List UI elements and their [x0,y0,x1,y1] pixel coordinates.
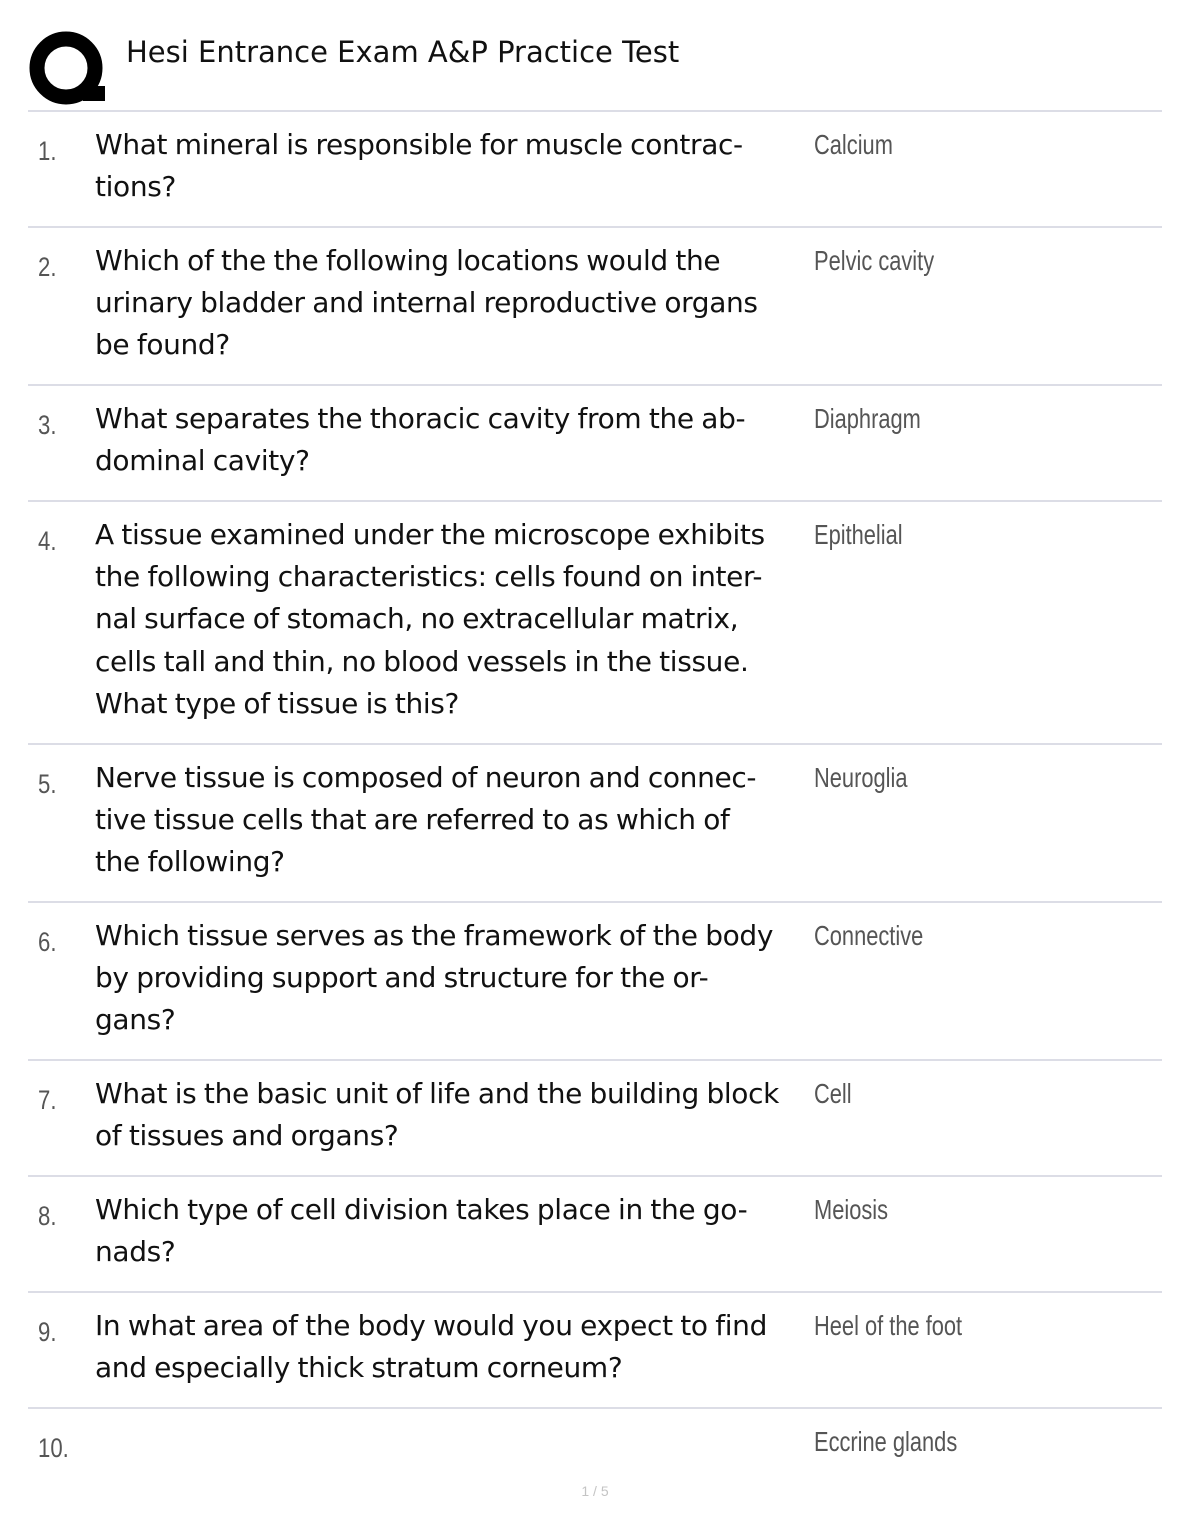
qa-item [28,1177,1162,1293]
answer-text: Epithelial [814,519,903,550]
question-text: Which of the the following locations would the urinary bladder and internal reproductive organs be found? [95,244,758,362]
answer-text: Eccrine glands [814,1426,958,1457]
question-number: 3. [38,410,57,440]
question-text: Which type of cell division takes place in the go- nads? [95,1193,748,1269]
qa-item [28,228,1162,386]
question-number: 10. [38,1433,69,1463]
page-number: 1 / 5 [581,1483,609,1499]
answer-text: Pelvic cavity [814,245,935,276]
question-answer-list [28,112,1162,1479]
question-number: 8. [38,1201,57,1231]
question-text: Which tissue serves as the framework of the body by providing support and structure for the or- gans? [95,919,774,1037]
answer-text: Neuroglia [814,762,908,793]
qa-item [28,1409,1162,1479]
qa-item [28,502,1162,745]
question-text: What separates the thoracic cavity from the ab- dominal cavity? [95,402,746,478]
qa-item [28,745,1162,903]
quizlet-q-logo-icon [28,30,108,110]
question-text: A tissue examined under the microscope exhibits the following characteristics: cells found on inter- nal surface of stomach, no extracellular matrix, cells tall and thin, no blood vessels in the tissue. What type of tissue is this? [95,518,765,720]
answer-text: Connective [814,920,924,951]
question-text: What mineral is responsible for muscle contrac- tions? [95,128,743,204]
question-text: Nerve tissue is composed of neuron and connec- tive tissue cells that are referred to as which of the following? [95,761,757,879]
question-number: 6. [38,927,57,957]
question-number: 7. [38,1085,57,1115]
qa-item [28,1293,1162,1409]
question-number: 4. [38,526,57,556]
qa-item [28,112,1162,228]
question-number: 9. [38,1317,57,1347]
question-number: 5. [38,769,57,799]
question-text: In what area of the body would you expect to find and especially thick stratum corneum? [95,1309,767,1385]
qa-item [28,386,1162,502]
question-number: 2. [38,252,57,282]
document-title: Hesi Entrance Exam A&P Practice Test [126,35,680,69]
answer-text: Diaphragm [814,403,921,434]
answer-text: Heel of the foot [814,1310,963,1341]
document-header [28,28,1162,112]
answer-text: Calcium [814,129,893,160]
qa-item [28,1061,1162,1177]
question-number: 1. [38,136,57,166]
answer-text: Cell [814,1078,852,1109]
qa-item [28,903,1162,1061]
answer-text: Meiosis [814,1194,889,1225]
question-text: What is the basic unit of life and the building block of tissues and organs? [95,1077,779,1153]
